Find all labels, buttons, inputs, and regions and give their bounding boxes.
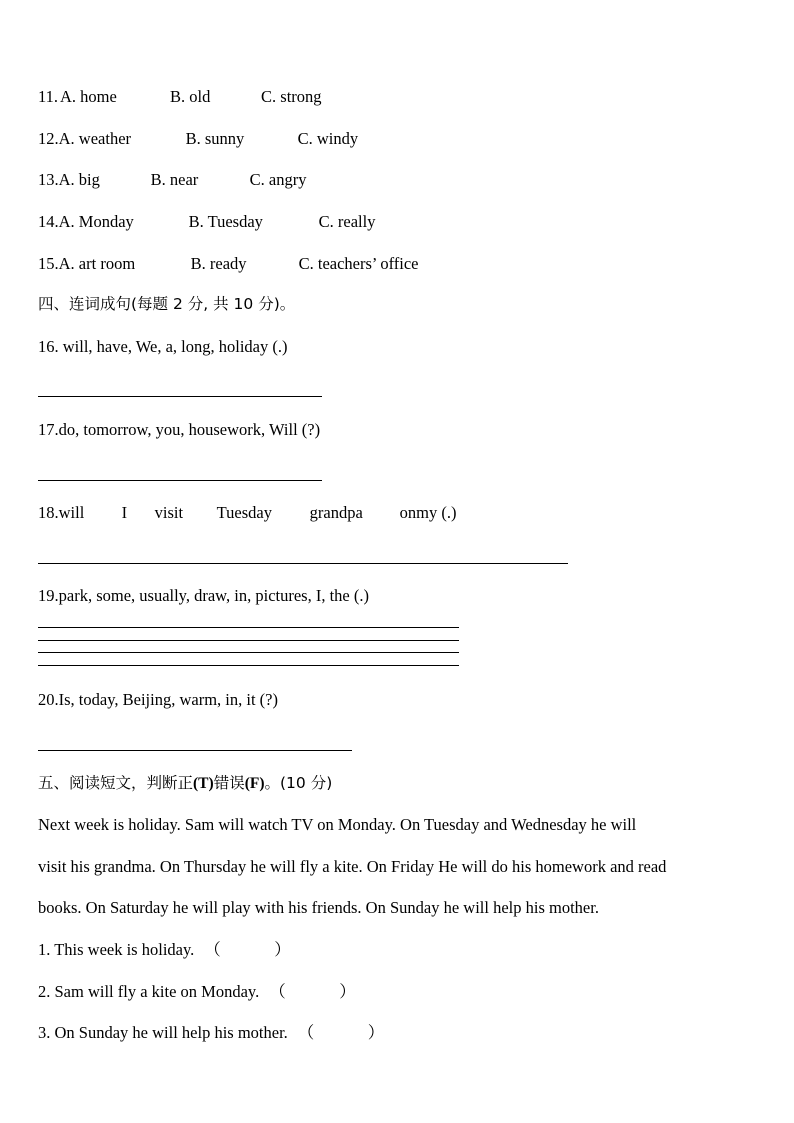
word: will xyxy=(58,503,85,522)
passage-line-2: visit his grandma. On Thursday he will fly a kite. On Friday He will do his homework and read xyxy=(38,857,667,876)
option-c: C. strong xyxy=(261,87,322,106)
judgement-2 xyxy=(38,982,356,1002)
choice-row-15 xyxy=(38,254,419,274)
answer-line-17[interactable] xyxy=(38,480,322,481)
option-a: A. weather xyxy=(58,129,132,148)
sentence-19: 19.park, some, usually, draw, in, pictures, I, the (.) xyxy=(38,586,369,605)
option-b: B. Tuesday xyxy=(188,212,263,231)
option-b: B. sunny xyxy=(185,129,245,148)
answer-line-19c[interactable] xyxy=(38,652,459,653)
question-number: 18. xyxy=(38,503,59,522)
question-number: 15. xyxy=(38,254,59,273)
answer-line-20[interactable] xyxy=(38,750,352,751)
word: visit xyxy=(154,503,184,522)
question-number: 13. xyxy=(38,170,59,189)
option-a: A. Monday xyxy=(58,212,134,231)
answer-paren-open[interactable]: （ xyxy=(297,1023,315,1042)
option-c: C. really xyxy=(318,212,376,231)
choice-row-13 xyxy=(38,170,306,190)
question-number: 12. xyxy=(38,129,59,148)
answer-line-19a[interactable] xyxy=(38,627,459,628)
option-c: C. windy xyxy=(297,129,359,148)
word: onmy (.) xyxy=(399,503,457,522)
word: I xyxy=(121,503,128,522)
passage-line-1: Next week is holiday. Sam will watch TV on Monday. On Tuesday and Wednesday he will xyxy=(38,815,637,834)
choice-row-12 xyxy=(38,129,358,149)
answer-paren-close: ） xyxy=(274,940,291,959)
judgement-3 xyxy=(38,1023,384,1043)
answer-line-19d[interactable] xyxy=(38,665,459,666)
sentence-20: 20.Is, today, Beijing, warm, in, it (?) xyxy=(38,690,278,709)
section-4-heading: 四、连词成句(每题 2 分, 共 10 分)。 xyxy=(38,295,296,313)
statement: 3. On Sunday he will help his mother. xyxy=(38,1023,288,1042)
statement: 2. Sam will fly a kite on Monday. xyxy=(38,982,260,1001)
answer-line-18[interactable] xyxy=(38,563,568,564)
option-c: C. teachers’ office xyxy=(298,254,419,273)
option-b: B. near xyxy=(150,170,199,189)
word: grandpa xyxy=(309,503,363,522)
option-b: B. ready xyxy=(190,254,247,273)
answer-paren-open[interactable]: （ xyxy=(269,982,286,1001)
question-number: 11. xyxy=(38,87,59,106)
passage-line-3: books. On Saturday he will play with his friends. On Sunday he will help his mother. xyxy=(38,898,599,917)
sentence-18 xyxy=(38,503,456,523)
sentence-16: 16. will, have, We, a, long, holiday (.) xyxy=(38,337,288,356)
answer-line-19b[interactable] xyxy=(38,640,459,641)
answer-paren-close: ） xyxy=(339,982,356,1001)
answer-line-16[interactable] xyxy=(38,396,322,397)
choice-row-14 xyxy=(38,212,375,232)
word: Tuesday xyxy=(216,503,272,522)
option-a: A. art room xyxy=(58,254,136,273)
option-c: C. angry xyxy=(249,170,307,189)
answer-paren-close: ） xyxy=(367,1023,385,1042)
option-b: B. old xyxy=(170,87,211,106)
section-5-heading: 五、阅读短文，判断正(T)错误(F)。(10 分) xyxy=(38,774,333,792)
statement: 1. This week is holiday. xyxy=(38,940,195,959)
choice-row-11 xyxy=(38,87,322,107)
question-number: 14. xyxy=(38,212,59,231)
sentence-17: 17.do, tomorrow, you, housework, Will (?) xyxy=(38,420,321,439)
option-a: A. big xyxy=(58,170,100,189)
judgement-1 xyxy=(38,940,291,960)
answer-paren-open[interactable]: （ xyxy=(204,940,221,959)
option-a: A. home xyxy=(60,87,117,106)
